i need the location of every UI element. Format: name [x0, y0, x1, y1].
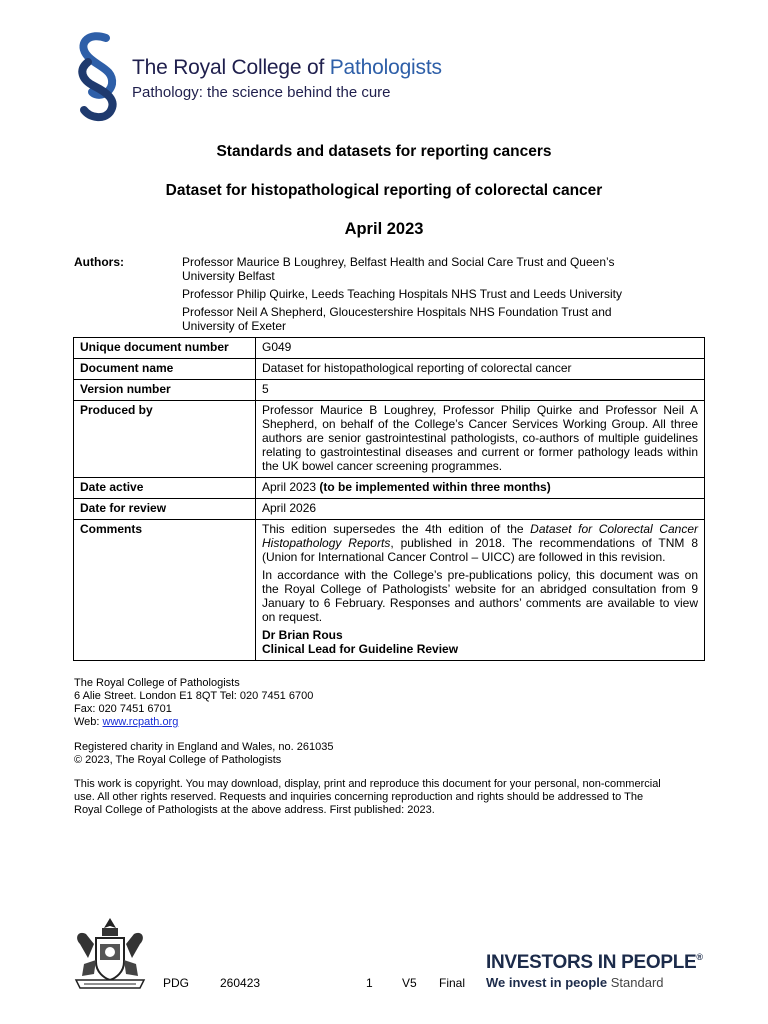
- website-link[interactable]: www.rcpath.org: [102, 716, 179, 728]
- web: Web: www.rcpath.org: [74, 716, 179, 728]
- document-info-table: [73, 337, 705, 661]
- authors-label: Authors:: [74, 255, 124, 269]
- implementation-note: (to be implemented within three months): [319, 480, 551, 494]
- org-name: The Royal College of Pathologists: [74, 677, 240, 689]
- footer-code: 260423: [220, 976, 261, 990]
- table-row: [74, 520, 705, 661]
- row-value: Dataset for histopathological reporting of colorectal cancer: [256, 359, 705, 380]
- authors-list: [182, 255, 652, 337]
- address: 6 Alie Street. London E1 8QT Tel: 020 7451 6700: [74, 690, 314, 702]
- row-value: [256, 478, 705, 499]
- row-value: Professor Maurice B Loughrey, Professor Philip Quirke and Professor Neil A Shepherd, on behalf of the College’s Cancer Services Working Group. All three authors are senior gastrointestinal pathologists, co-authors of multiple guidelines relating to gastrointestinal diseases and current or former pathology leads within the UK bowel cancer screening programmes.: [256, 401, 705, 478]
- row-label: Version number: [74, 380, 256, 401]
- row-label: Document name: [74, 359, 256, 380]
- row-label: Comments: [74, 520, 256, 661]
- comments-paragraph: This edition supersedes the 4th edition of the Dataset for Colorectal Cancer Histopathology Reports, published in 2018. The recommendations of TNM 8 (Union for International Cancer Control – UICC) are followed in this revision.: [262, 522, 699, 564]
- document-date: April 2023: [344, 220, 424, 238]
- row-value: [256, 520, 705, 661]
- fax: Fax: 020 7451 6701: [74, 703, 172, 715]
- row-value: 5: [256, 380, 705, 401]
- row-label: Date active: [74, 478, 256, 499]
- row-value: G049: [256, 338, 705, 359]
- table-row: [74, 401, 705, 478]
- logo-name: The Royal College of Pathologists: [132, 56, 442, 79]
- signoff-name: Dr Brian Rous: [262, 628, 343, 642]
- series-title: Standards and datasets for reporting cancers: [216, 143, 552, 160]
- comments-paragraph: In accordance with the College’s pre-publications policy, this document was on the Royal College of Pathologists’ website for an abridged consultation from 9 January to 6 February. Responses and authors’ comments are available to view on request.: [262, 568, 698, 624]
- document-title: Dataset for histopathological reporting of colorectal cancer: [165, 182, 603, 199]
- rcpath-logo: [68, 28, 442, 124]
- footer-dept: PDG: [163, 976, 190, 990]
- iip-title: INVESTORS IN PEOPLE®: [486, 952, 703, 973]
- college-crest: [72, 914, 148, 994]
- footer-version: V5: [402, 976, 417, 990]
- row-value: April 2026: [256, 499, 705, 520]
- table-row: [74, 338, 705, 359]
- row-label: Produced by: [74, 401, 256, 478]
- row-label: Unique document number: [74, 338, 256, 359]
- crest-icon: [72, 914, 148, 994]
- date-active-value: April 2023: [262, 480, 317, 494]
- contact-block: [74, 677, 313, 729]
- author-item: Professor Neil A Shepherd, Gloucestershire Hospitals NHS Foundation Trust and University of Exeter: [182, 305, 612, 333]
- copyright-notice: This work is copyright. You may download, display, print and reproduce this document for your personal, non-commercial use. All other rights reserved. Requests and inquiries concerning reproduction and rights should be addressed to The Royal College of Pathologists at the above address. First published: 2023.: [74, 778, 661, 816]
- row-label: Date for review: [74, 499, 256, 520]
- footer-status: Final: [439, 976, 466, 990]
- signoff-role: Clinical Lead for Guideline Review: [262, 642, 459, 656]
- logo-tagline: Pathology: the science behind the cure: [132, 84, 391, 101]
- investors-in-people-logo: [486, 952, 706, 998]
- charity-block: [74, 741, 333, 767]
- table-row: [74, 499, 705, 520]
- charity-number: Registered charity in England and Wales, no. 261035: [74, 741, 334, 753]
- iip-subtitle: We invest in people Standard: [486, 975, 664, 990]
- author-item: Professor Maurice B Loughrey, Belfast Health and Social Care Trust and Queen’s University Belfast: [182, 255, 615, 283]
- table-row: [74, 380, 705, 401]
- copyright-line: © 2023, The Royal College of Pathologists: [74, 754, 282, 766]
- table-row: [74, 359, 705, 380]
- table-row: [74, 478, 705, 499]
- section-mark-icon: [68, 28, 128, 124]
- author-item: Professor Philip Quirke, Leeds Teaching Hospitals NHS Trust and Leeds University: [182, 287, 622, 301]
- page-number: 1: [366, 976, 373, 990]
